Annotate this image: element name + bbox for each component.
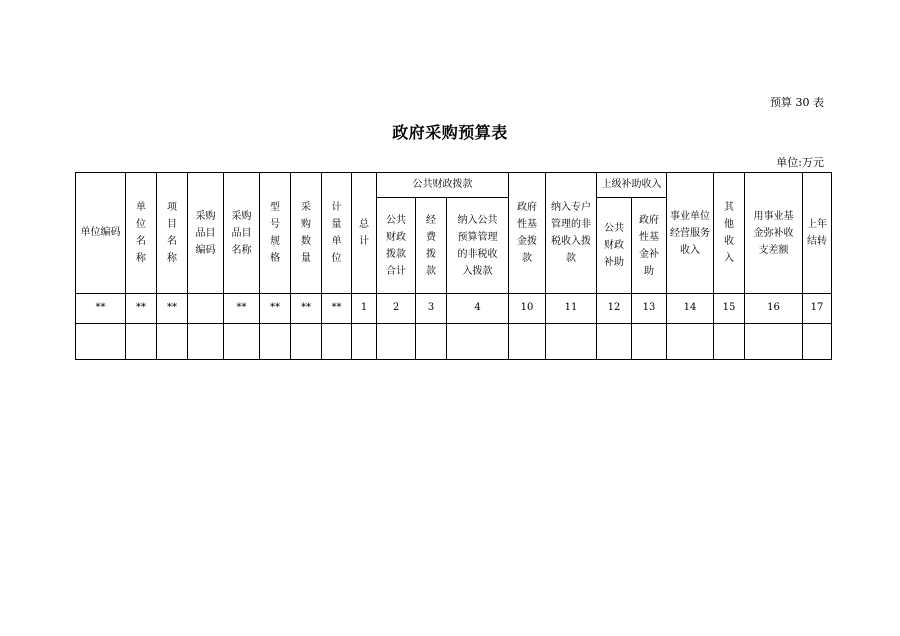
index-cell: ** (291, 294, 322, 324)
empty-cell (632, 324, 667, 360)
header-model-spec: 型号规格 (260, 173, 291, 294)
header-other-income: 其他收入 (714, 173, 745, 294)
empty-cell (157, 324, 188, 360)
index-cell: 3 (416, 294, 447, 324)
empty-cell (377, 324, 416, 360)
index-cell: ** (76, 294, 126, 324)
header-public-finance-group: 公共财政拨款 (377, 173, 509, 198)
header-row-1 (76, 173, 832, 198)
header-sup-fund: 政府性基金补助 (632, 198, 667, 294)
index-cell: ** (322, 294, 352, 324)
empty-cell (447, 324, 509, 360)
header-nontax-public: 纳入公共预算管理的非税收入拨款 (447, 198, 509, 294)
index-cell: ** (157, 294, 188, 324)
empty-cell (714, 324, 745, 360)
header-nontax-special: 纳入专户管理的非税收入拨款 (546, 173, 597, 294)
page-title: 政府采购预算表 (392, 123, 508, 142)
unit-label: 单位:万元 (776, 156, 824, 169)
index-cell: 11 (546, 294, 597, 324)
header-quantity: 采购数量 (291, 173, 322, 294)
index-cell: 17 (803, 294, 832, 324)
index-cell: 15 (714, 294, 745, 324)
index-cell: ** (260, 294, 291, 324)
header-unit-name: 单位名称 (126, 173, 157, 294)
header-public-finance-total: 公共财政拨款合计 (377, 198, 416, 294)
header-fund-offset: 用事业基金弥补收支差额 (745, 173, 803, 294)
empty-cell (126, 324, 157, 360)
empty-cell (416, 324, 447, 360)
header-item-code: 采购品目编码 (188, 173, 224, 294)
empty-cell (260, 324, 291, 360)
empty-cell (322, 324, 352, 360)
empty-cell (546, 324, 597, 360)
empty-cell (188, 324, 224, 360)
header-fee-alloc: 经费拨款 (416, 198, 447, 294)
empty-cell (509, 324, 546, 360)
empty-cell (597, 324, 632, 360)
header-unit-code: 单位编码 (76, 173, 126, 294)
empty-cell (803, 324, 832, 360)
index-cell: 2 (377, 294, 416, 324)
form-number: 预算 30 表 (770, 96, 824, 109)
empty-cell (291, 324, 322, 360)
index-row (76, 294, 832, 324)
header-measure-unit: 计量单位 (322, 173, 352, 294)
header-carryover: 上年结转 (803, 173, 832, 294)
empty-cell (224, 324, 260, 360)
header-sup-public: 公共财政补助 (597, 198, 632, 294)
header-gov-fund: 政府性基金拨款 (509, 173, 546, 294)
header-total: 总计 (352, 173, 377, 294)
index-cell: 16 (745, 294, 803, 324)
header-project-name: 项目名称 (157, 173, 188, 294)
index-cell: 10 (509, 294, 546, 324)
index-cell: ** (126, 294, 157, 324)
empty-cell (667, 324, 714, 360)
index-cell: 4 (447, 294, 509, 324)
index-cell: 13 (632, 294, 667, 324)
index-cell: 14 (667, 294, 714, 324)
empty-row (76, 324, 832, 360)
budget-table (75, 172, 832, 360)
header-item-name: 采购品目名称 (224, 173, 260, 294)
index-cell: 1 (352, 294, 377, 324)
empty-cell (76, 324, 126, 360)
header-business-income: 事业单位经营服务收入 (667, 173, 714, 294)
empty-cell (352, 324, 377, 360)
index-cell: 12 (597, 294, 632, 324)
index-cell: ** (224, 294, 260, 324)
empty-cell (745, 324, 803, 360)
header-superior-group: 上级补助收入 (597, 173, 667, 198)
index-cell (188, 294, 224, 324)
